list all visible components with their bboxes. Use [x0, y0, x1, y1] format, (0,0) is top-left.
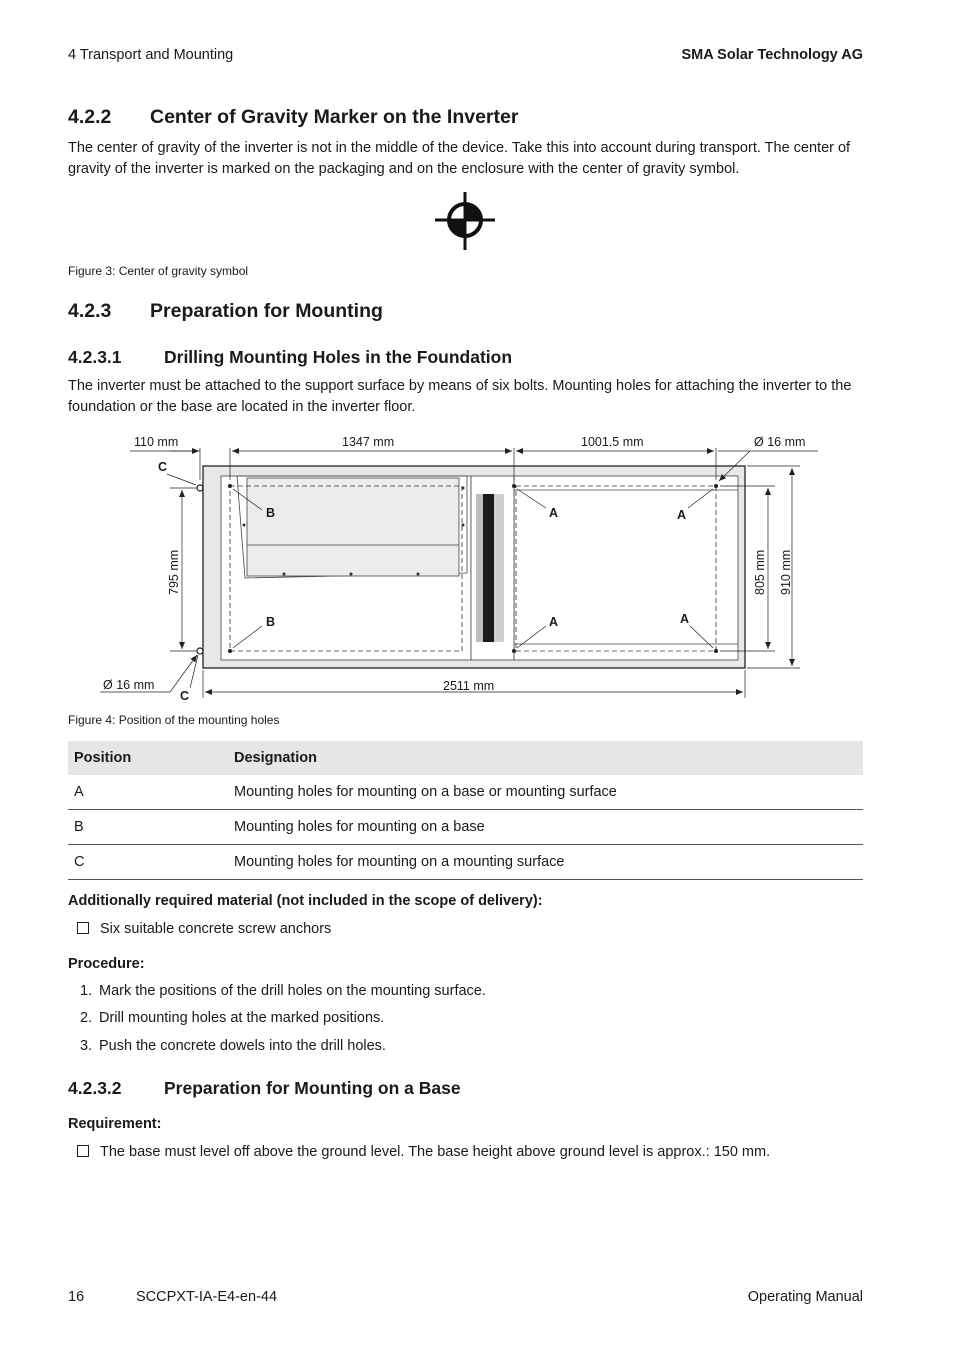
footer-document-id: SCCPXT-IA-E4-en-44 — [136, 1289, 278, 1305]
center-of-gravity-icon — [430, 190, 500, 254]
label-c-top: C — [158, 460, 168, 474]
dim-795: 795 mm — [167, 549, 181, 595]
label-a-1: A — [549, 506, 559, 520]
step-text: Push the concrete dowels into the drill holes. — [99, 1038, 386, 1054]
table-cell-position: A — [68, 775, 228, 810]
section-4-2-3-1-heading — [68, 347, 512, 368]
dim-805: 805 mm — [753, 549, 767, 595]
label-a-4: A — [680, 612, 690, 626]
table-row — [68, 810, 863, 845]
label-b-bottom: B — [266, 615, 276, 629]
section-title: Center of Gravity Marker on the Inverter — [150, 106, 519, 128]
header-chapter: 4 Transport and Mounting — [68, 47, 234, 63]
label-b-top: B — [266, 506, 276, 520]
figure-3-caption: Figure 3: Center of gravity symbol — [68, 264, 249, 278]
procedure-step — [80, 1010, 384, 1026]
procedure-step — [80, 1038, 386, 1054]
checkbox-icon — [77, 1145, 89, 1157]
section-4-2-2-heading — [68, 106, 518, 129]
section-number: 4.2.3 — [68, 300, 112, 322]
position-designation-table — [68, 741, 863, 880]
section-4-2-3-2-heading — [68, 1078, 461, 1099]
footer-manual: Operating Manual — [747, 1289, 863, 1305]
material-item — [77, 921, 331, 937]
procedure-heading: Procedure: — [68, 956, 145, 972]
table-row — [68, 775, 863, 810]
section-title: Preparation for Mounting on a Base — [164, 1078, 461, 1098]
step-text: Mark the positions of the drill holes on the mounting surface. — [99, 983, 486, 999]
section-4-2-3-1-body: The inverter must be attached to the support surface by means of six bolts. Mounting holes for attaching the inverter to the foundation or the base are located in the inverter floor. — [68, 378, 852, 415]
table-cell-designation: Mounting holes for mounting on a mounting surface — [228, 845, 863, 880]
requirement-heading: Requirement: — [68, 1116, 162, 1132]
procedure-step — [80, 983, 486, 999]
table-cell-designation: Mounting holes for mounting on a base or mounting surface — [228, 775, 863, 810]
dim-110: 110 mm — [134, 435, 179, 449]
table-cell-position: B — [68, 810, 228, 845]
table-cell-designation: Mounting holes for mounting on a base — [228, 810, 863, 845]
requirement-text: The base must level off above the ground level. The base height above ground level is approx.: 150 mm. — [100, 1144, 771, 1160]
mounting-holes-diagram — [0, 425, 954, 710]
section-4-2-3-heading — [68, 300, 383, 323]
footer-page-number: 16 — [68, 1289, 85, 1305]
label-c-bottom: C — [180, 689, 190, 703]
table-row — [68, 845, 863, 880]
table-cell-position: C — [68, 845, 228, 880]
dim-2511: 2511 mm — [443, 679, 495, 693]
figure-4-caption: Figure 4: Position of the mounting holes — [68, 713, 280, 727]
label-a-2: A — [677, 508, 687, 522]
step-number: 1. — [80, 983, 93, 999]
section-4-2-2-body: The center of gravity of the inverter is not in the middle of the device. Take this into account during transport. The center of gravity of the inverter is marked on the packaging and on the enclosure with the center of gravity symbol. — [68, 140, 851, 177]
dim-1347: 1347 mm — [342, 435, 395, 449]
section-number: 4.2.3.2 — [68, 1078, 122, 1098]
step-number: 2. — [80, 1010, 93, 1026]
material-heading: Additionally required material (not included in the scope of delivery): — [68, 893, 543, 909]
header-company: SMA Solar Technology AG — [681, 47, 863, 63]
section-number: 4.2.2 — [68, 106, 112, 128]
table-header-row — [68, 741, 863, 775]
section-title: Drilling Mounting Holes in the Foundation — [164, 347, 513, 367]
table-header-position: Position — [68, 741, 228, 775]
requirement-item — [77, 1144, 770, 1160]
section-title: Preparation for Mounting — [150, 300, 383, 322]
dim-diameter-bottom: Ø 16 mm — [103, 678, 155, 692]
checkbox-icon — [77, 922, 89, 934]
dim-diameter-top: Ø 16 mm — [754, 435, 806, 449]
dim-1001: 1001.5 mm — [581, 435, 644, 449]
step-text: Drill mounting holes at the marked positions. — [99, 1010, 385, 1026]
table-header-designation: Designation — [228, 741, 863, 775]
section-number: 4.2.3.1 — [68, 347, 122, 367]
step-number: 3. — [80, 1038, 93, 1054]
dim-910: 910 mm — [779, 549, 793, 595]
label-a-3: A — [549, 615, 559, 629]
material-item-text: Six suitable concrete screw anchors — [100, 921, 332, 937]
